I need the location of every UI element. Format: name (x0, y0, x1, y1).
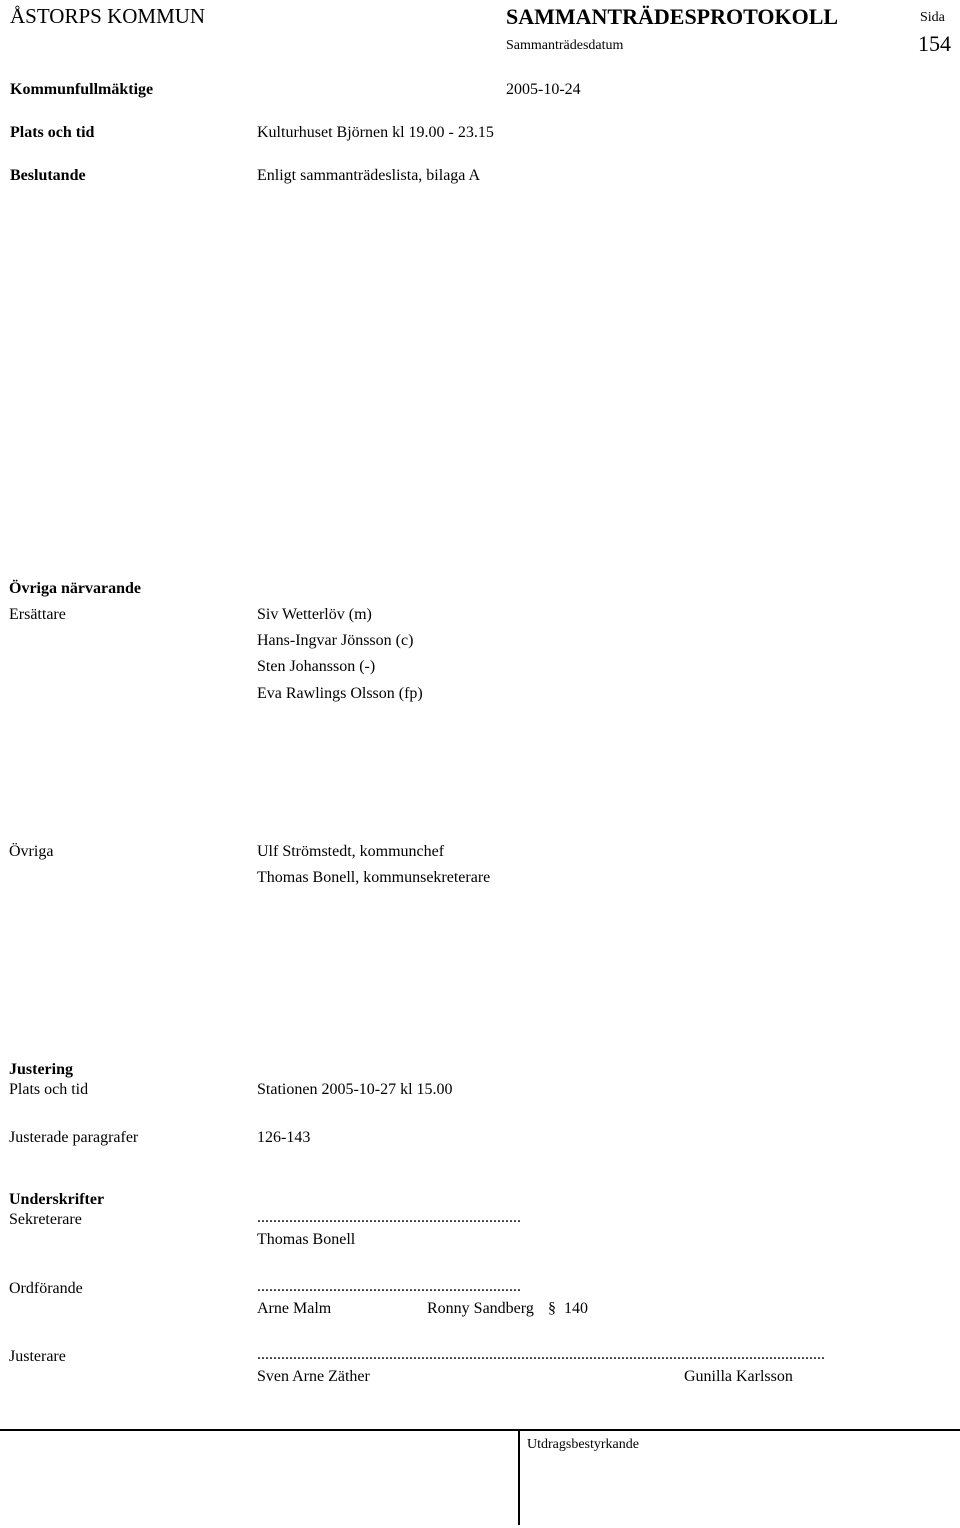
deciding-label: Beslutande (10, 167, 86, 184)
certifier-label: Utdragsbestyrkande (527, 1437, 639, 1452)
substitute-item: Eva Rawlings Olsson (fp) (257, 685, 423, 702)
meeting-body: Kommunfullmäktige (10, 81, 154, 98)
secretary-name: Thomas Bonell (257, 1231, 356, 1248)
others-item: Ulf Strömstedt, kommunchef (257, 843, 445, 860)
footer-box-separator (518, 1429, 520, 1525)
paragraph-sign: § (548, 1300, 556, 1317)
substitute-item: Sten Johansson (-) (257, 658, 376, 675)
deciding-value: Enligt sammanträdeslista, bilaga A (257, 167, 481, 184)
secretary-signature-line: .................................................................. (257, 1209, 521, 1226)
substitute-item: Siv Wetterlöv (m) (257, 606, 372, 623)
chair-name-2: Ronny Sandberg (427, 1300, 534, 1317)
chair-name-1: Arne Malm (257, 1300, 332, 1317)
footer-divider (0, 1429, 960, 1431)
municipality-name: ÅSTORPS KOMMUN (10, 4, 206, 28)
adjustment-place-label: Plats och tid (9, 1081, 89, 1098)
substitute-item: Hans-Ingvar Jönsson (c) (257, 632, 414, 649)
adjuster-2: Gunilla Karlsson (684, 1368, 793, 1385)
substitutes-label: Ersättare (9, 606, 66, 623)
adjusted-paragraphs-value: 126-143 (257, 1129, 311, 1146)
chair-signature-line: .................................................................. (257, 1278, 521, 1295)
chair-label: Ordförande (9, 1280, 83, 1297)
adjusted-paragraphs-label: Justerade paragrafer (9, 1129, 139, 1146)
document-title: SAMMANTRÄDESPROTOKOLL (506, 4, 839, 29)
signatures-heading: Underskrifter (9, 1191, 105, 1208)
adjustment-place-value: Stationen 2005-10-27 kl 15.00 (257, 1081, 453, 1098)
others-item: Thomas Bonell, kommunsekreterare (257, 869, 491, 886)
adjustment-heading: Justering (9, 1061, 73, 1078)
adjusters-label: Justerare (9, 1348, 66, 1365)
secretary-label: Sekreterare (9, 1211, 82, 1228)
meeting-date: 2005-10-24 (506, 81, 581, 98)
adjuster-1: Sven Arne Zäther (257, 1368, 370, 1385)
place-time-value: Kulturhuset Björnen kl 19.00 - 23.15 (257, 124, 494, 141)
others-label: Övriga (9, 843, 54, 860)
adjusters-signature-line: .............................................................................................................................................. (257, 1346, 825, 1363)
chair-paragraph: 140 (564, 1300, 588, 1317)
place-time-label: Plats och tid (10, 124, 95, 141)
meeting-date-label: Sammanträdesdatum (506, 38, 624, 53)
others-present-heading: Övriga närvarande (9, 580, 141, 597)
page-number: 154 (918, 31, 951, 56)
page-label: Sida (920, 10, 945, 25)
